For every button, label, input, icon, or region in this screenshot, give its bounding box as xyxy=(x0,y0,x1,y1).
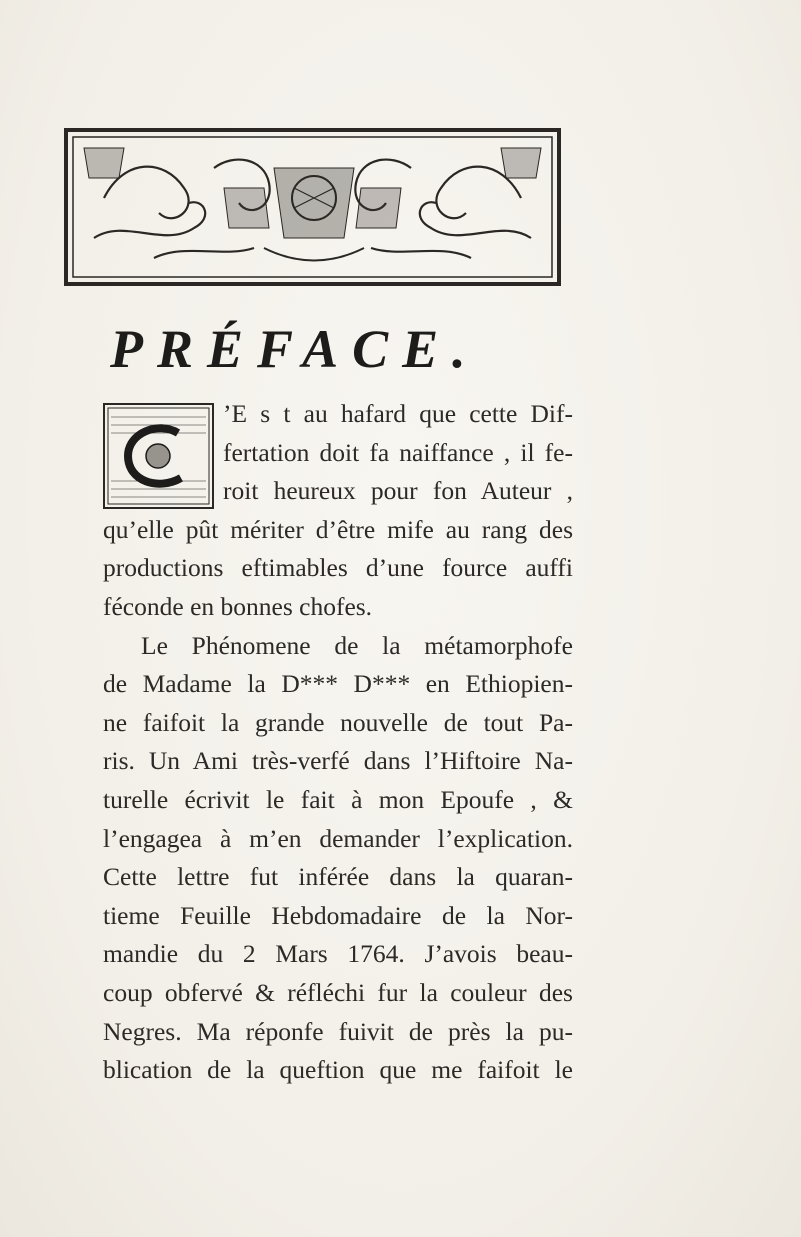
text-line: blication de la queftion que me faifoit le xyxy=(103,1055,573,1085)
text-line: ’E s t au hafard que cette Dif- xyxy=(223,399,573,428)
text-line: productions eftimables d’une fource auffi xyxy=(103,553,573,583)
text-line: roit heureux pour fon Auteur , xyxy=(223,476,573,506)
text-line: tieme Feuille Hebdomadaire de la Nor- xyxy=(103,900,573,930)
text-line: Negres. Ma réponfe fuivit de près la pu- xyxy=(103,1016,573,1046)
text-line: mandie du 2 Mars 1764. J’avois beau- xyxy=(103,939,573,969)
text-line: coup obfervé & réfléchi fur la couleur des xyxy=(103,977,573,1007)
text-line: ris. Un Ami très-verfé dans l’Hiftoire Na- xyxy=(103,746,573,776)
preface-text xyxy=(103,395,573,1090)
decorative-headpiece xyxy=(64,128,561,286)
text-line: ne faifoit la grande nouvelle de tout Pa- xyxy=(103,707,573,737)
text-line: Le Phénomene de la métamorphofe xyxy=(141,630,573,660)
text-line: l’engagea à m’en demander l’explication. xyxy=(103,823,573,853)
text-line: qu’elle pût mériter d’être mife au rang des xyxy=(103,514,573,544)
text-line: de Madame la D*** D*** en Ethiopien- xyxy=(103,669,573,699)
text-line: Cette lettre fut inférée dans la quaran- xyxy=(103,862,573,892)
page-title: PRÉFACE. xyxy=(110,319,480,379)
text-line: turelle écrivit le fait à mon Epoufe , & xyxy=(103,784,573,814)
text-line: fertation doit fa naiffance , il fe- xyxy=(223,437,573,467)
text-line: féconde en bonnes chofes. xyxy=(103,591,373,621)
